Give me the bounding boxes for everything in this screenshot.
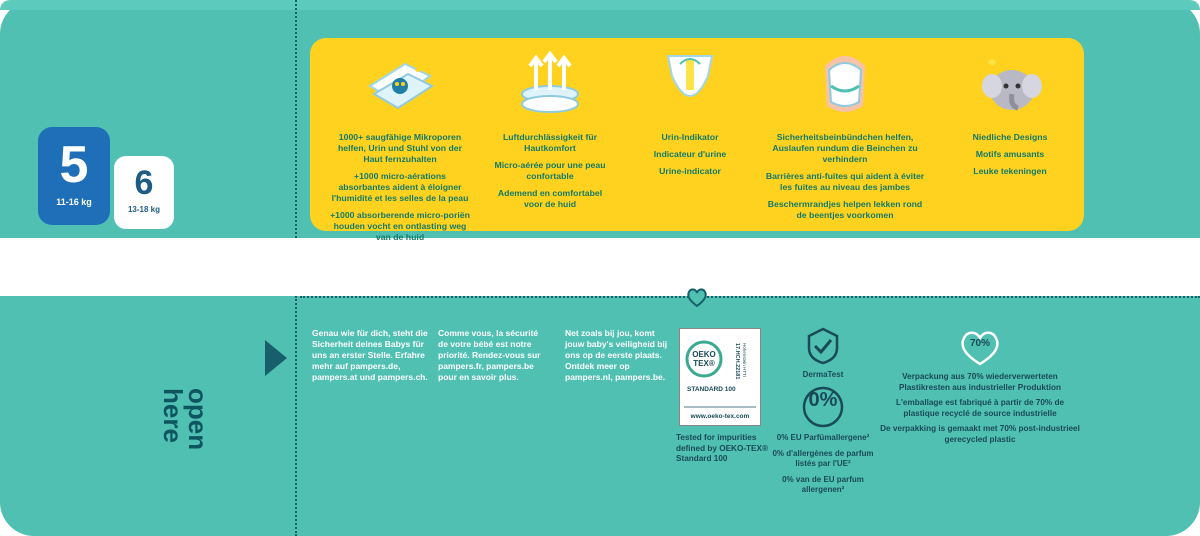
feature-text-nl: Urine-indicator xyxy=(659,166,721,176)
recycling-text-nl: De verpakking is gemaakt met 70% post-industrieel gerecycled plastic xyxy=(880,424,1080,444)
feature-text-nl: Leuke tekeningen xyxy=(973,166,1047,176)
top-edge-highlight xyxy=(0,0,1200,10)
zero-percent-text: 0% xyxy=(808,389,838,411)
info-text-de: Genau wie für dich, steht die Sicherheit deines Babys für uns an erster Stelle. Erfahre mehr auf pampers.de, pampers.at und pampers.ch. xyxy=(312,328,428,382)
feature-text-de: 1000+ saugfähige Mikroporen helfen, Urin und Stuhl von der Haut fernzuhalten xyxy=(337,132,463,164)
recycled-badge xyxy=(956,326,1004,368)
perforation-line-bottom xyxy=(295,296,297,536)
open-here-line2: here xyxy=(158,388,188,443)
elephant-design-icon xyxy=(970,46,1050,126)
feature-text-nl: Ademend en comfortabel voor de huid xyxy=(497,188,603,209)
dermatest-text-fr: 0% d'allergènes de parfum listés par l'UE² xyxy=(772,448,874,468)
oeko-tex-logo-icon xyxy=(680,329,760,425)
airflow-arrows-icon xyxy=(510,46,590,126)
info-text-nl: Net zoals bij jou, komt jouw baby's veiligheid bij ons op de eerste plaats. Ontdek meer op pampers.nl, pampers.be. xyxy=(565,328,668,382)
perforation-line-horizontal xyxy=(300,296,1200,298)
recycling-text-de: Verpackung aus 70% wiederverwerteten Plastikresten aus industrieller Produktion xyxy=(899,372,1061,392)
feature-text-fr: Micro-aérée pour une peau confortable xyxy=(494,160,606,181)
feature-text-fr: Motifs amusants xyxy=(975,149,1045,159)
open-here-label xyxy=(158,388,213,451)
feature-wetness-indicator xyxy=(630,38,750,231)
dermatest-block xyxy=(768,326,878,501)
size-badge-secondary xyxy=(114,156,174,229)
recycling-block xyxy=(880,326,1080,450)
size-weight: 13-18 kg xyxy=(127,205,161,214)
features-panel xyxy=(310,38,1084,242)
feature-breathable xyxy=(490,38,610,231)
feature-text-nl: Beschermrandjes helpen lekken rond de beentjes voorkomen xyxy=(767,199,923,220)
oeko-institute: Hohenstein HTTI xyxy=(742,343,747,378)
oeko-tex-label xyxy=(679,328,761,426)
perfume-free-badge xyxy=(801,385,845,429)
recycled-percent: 70% xyxy=(969,338,990,349)
dermatest-text-de: 0% EU Parfümallergene² xyxy=(776,433,870,442)
feature-text-de: Urin-Indikator xyxy=(661,132,719,142)
leg-cuffs-icon xyxy=(805,46,885,126)
open-here-line1: open xyxy=(183,388,213,451)
oeko-brand-line1: OEKO xyxy=(692,350,716,359)
diaper-layers-icon xyxy=(360,46,440,126)
oeko-tex-caption: Tested for impurities defined by OEKO-TEX® Standard 100 xyxy=(676,433,769,463)
size-badge-primary xyxy=(38,127,110,225)
wetness-indicator-diaper-icon xyxy=(650,46,730,126)
feature-text-de: Niedliche Designs xyxy=(972,132,1048,142)
feature-text-fr: +1000 micro-aérations absorbantes aident à éloigner l'humidité et les selles de la peau xyxy=(331,171,469,203)
size-number: 6 xyxy=(134,164,154,202)
heart-logo-icon xyxy=(685,286,709,308)
feature-text-de: Sicherheitsbeinbündchen helfen, Auslaufen rundum die Beinchen zu verhindern xyxy=(772,132,918,164)
feature-cute-designs xyxy=(950,38,1070,231)
size-number: 5 xyxy=(59,136,89,194)
dermatest-label: DermaTest xyxy=(802,369,844,379)
info-text-fr: Comme vous, la sécurité de votre bébé est notre priorité. Rendez-vous sur pampers.fr, pampers.be pour en savoir plus. xyxy=(438,328,541,382)
open-arrow-icon xyxy=(265,340,287,376)
oeko-brand-line2: TEX® xyxy=(693,359,715,368)
oeko-url: www.oeko-tex.com xyxy=(690,413,750,420)
feature-text-de: Luftdurchlässigkeit für Hautkomfort xyxy=(502,132,598,153)
oeko-code: 17.HCH.22181 xyxy=(734,343,740,380)
oeko-standard: STANDARD 100 xyxy=(687,386,736,393)
feature-micropores xyxy=(330,38,470,242)
feature-text-fr: Barrières anti-fuites qui aident à éviter les fuites au niveau des jambes xyxy=(765,171,925,192)
feature-leg-cuffs xyxy=(765,38,925,231)
dermatest-text-nl: 0% van de EU parfum allergenen² xyxy=(782,474,864,494)
perforation-line-top xyxy=(295,0,297,238)
dermatest-check-icon xyxy=(803,326,843,366)
feature-text-nl: +1000 absorberende micro-poriën houden vocht en ontlasting weg van de huid xyxy=(330,210,470,242)
feature-text-fr: Indicateur d'urine xyxy=(653,149,727,159)
recycling-text-fr: L'emballage est fabriqué à partir de 70% de plastique recyclé de source industrielle xyxy=(895,398,1065,418)
size-weight: 11-16 kg xyxy=(56,197,92,207)
white-middle-band xyxy=(0,238,1200,296)
